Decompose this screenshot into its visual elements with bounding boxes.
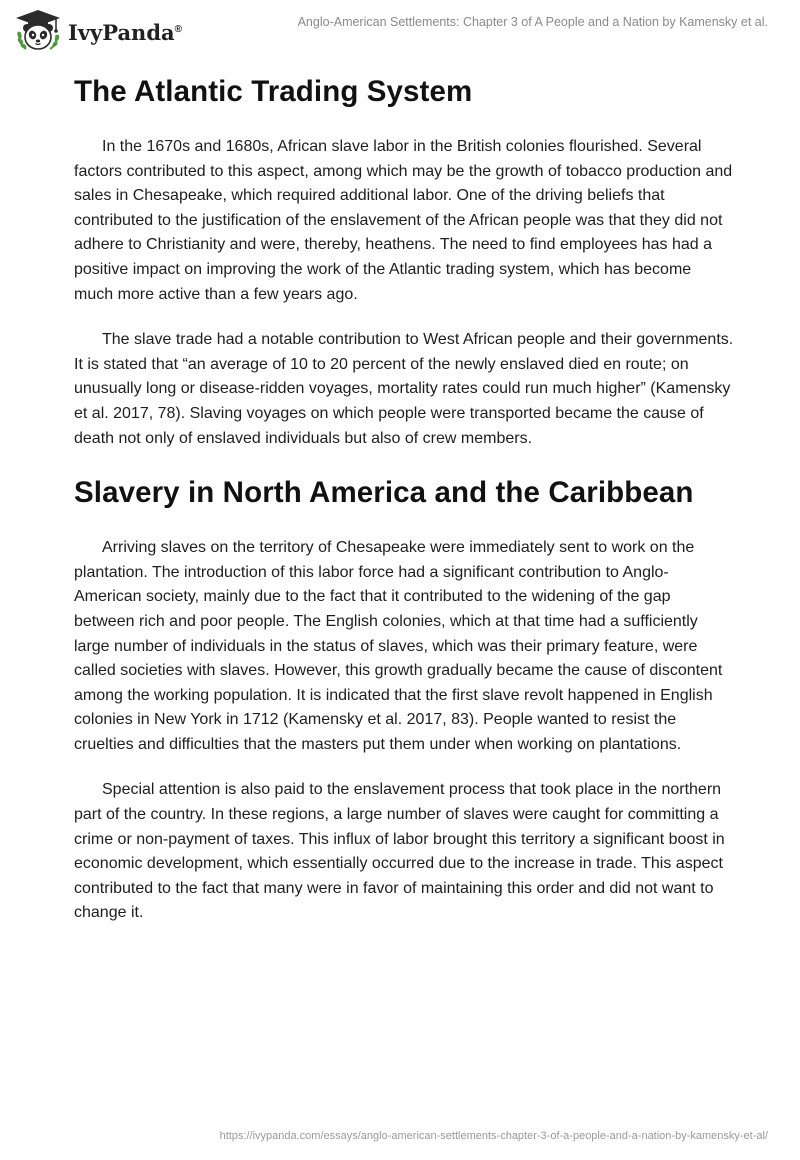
paragraph: Special attention is also paid to the enslavement process that took place in the northern part of the country. In these regions, a large number of slaves were caught for committing a crime or non-payment of taxes. This influx of labor brought this territory a significant boost in economic development, which essentially occurred due to the increase in trade. This aspect contributed to the fact that many were in favor of maintaining this order and did not want to change it. [74, 781, 725, 922]
paragraph: The slave trade had a notable contribution to West African people and their governments. It is stated that “an average of 10 to 20 percent of the newly enslaved died en route; on unusually long or disease-ridden voyages, mortality rates could run much higher” (Kamensky et al. 2017, 78). Slaving voyages on which people were transported became the cause of death not only of enslaved individuals but also of crew members. [74, 331, 734, 447]
running-title: Anglo-American Settlements: Chapter 3 of A People and a Nation by Kamensky et al. [297, 15, 768, 29]
paragraph: Arriving slaves on the territory of Chesapeake were immediately sent to work on the plantation. The introduction of this labor force had a significant contribution to Anglo-American society, mainly due to the fact that it contributed to the widening of the gap between rich and poor people. The English colonies, which at that time had a sufficiently large number of individuals in the status of slaves, which was their primary feature, were called societies with slaves. However, this growth gradually became the cause of discontent among the working population. It is indicated that the first slave revolt happened in English colonies in New York in 1712 (Kamensky et al. 2017, 83). People wanted to resist the cruelties and difficulties that the masters put them under when working on plantations. [74, 539, 723, 753]
ivypanda-logo[interactable] [14, 8, 182, 52]
source-url-link[interactable]: https://ivypanda.com/essays/anglo-american-settlements-chapter-3-of-a-people-and-a-nation-by-kamensky-et-al/ [219, 1130, 768, 1142]
panda-graduate-icon [14, 8, 62, 52]
section-heading: Slavery in North America and the Caribbean [74, 476, 694, 510]
section-heading: The Atlantic Trading System [74, 75, 473, 108]
paragraph: In the 1670s and 1680s, African slave labor in the British colonies flourished. Several factors contributed to this aspect, among which may be the growth of tobacco production and sales in Chesapeake, which required additional labor. One of the driving beliefs that contributed to the justification of the enslavement of the African people was that they did not adhere to Christianity and were, thereby, heathens. The need to find employees has had a positive impact on improving the work of the Atlantic trading system, which has become much more active than a few years ago. [74, 138, 733, 303]
essay-content [74, 72, 734, 947]
logo-text: IvyPanda [68, 19, 175, 45]
logo-wordmark [68, 20, 182, 45]
registered-mark: ® [174, 23, 182, 35]
